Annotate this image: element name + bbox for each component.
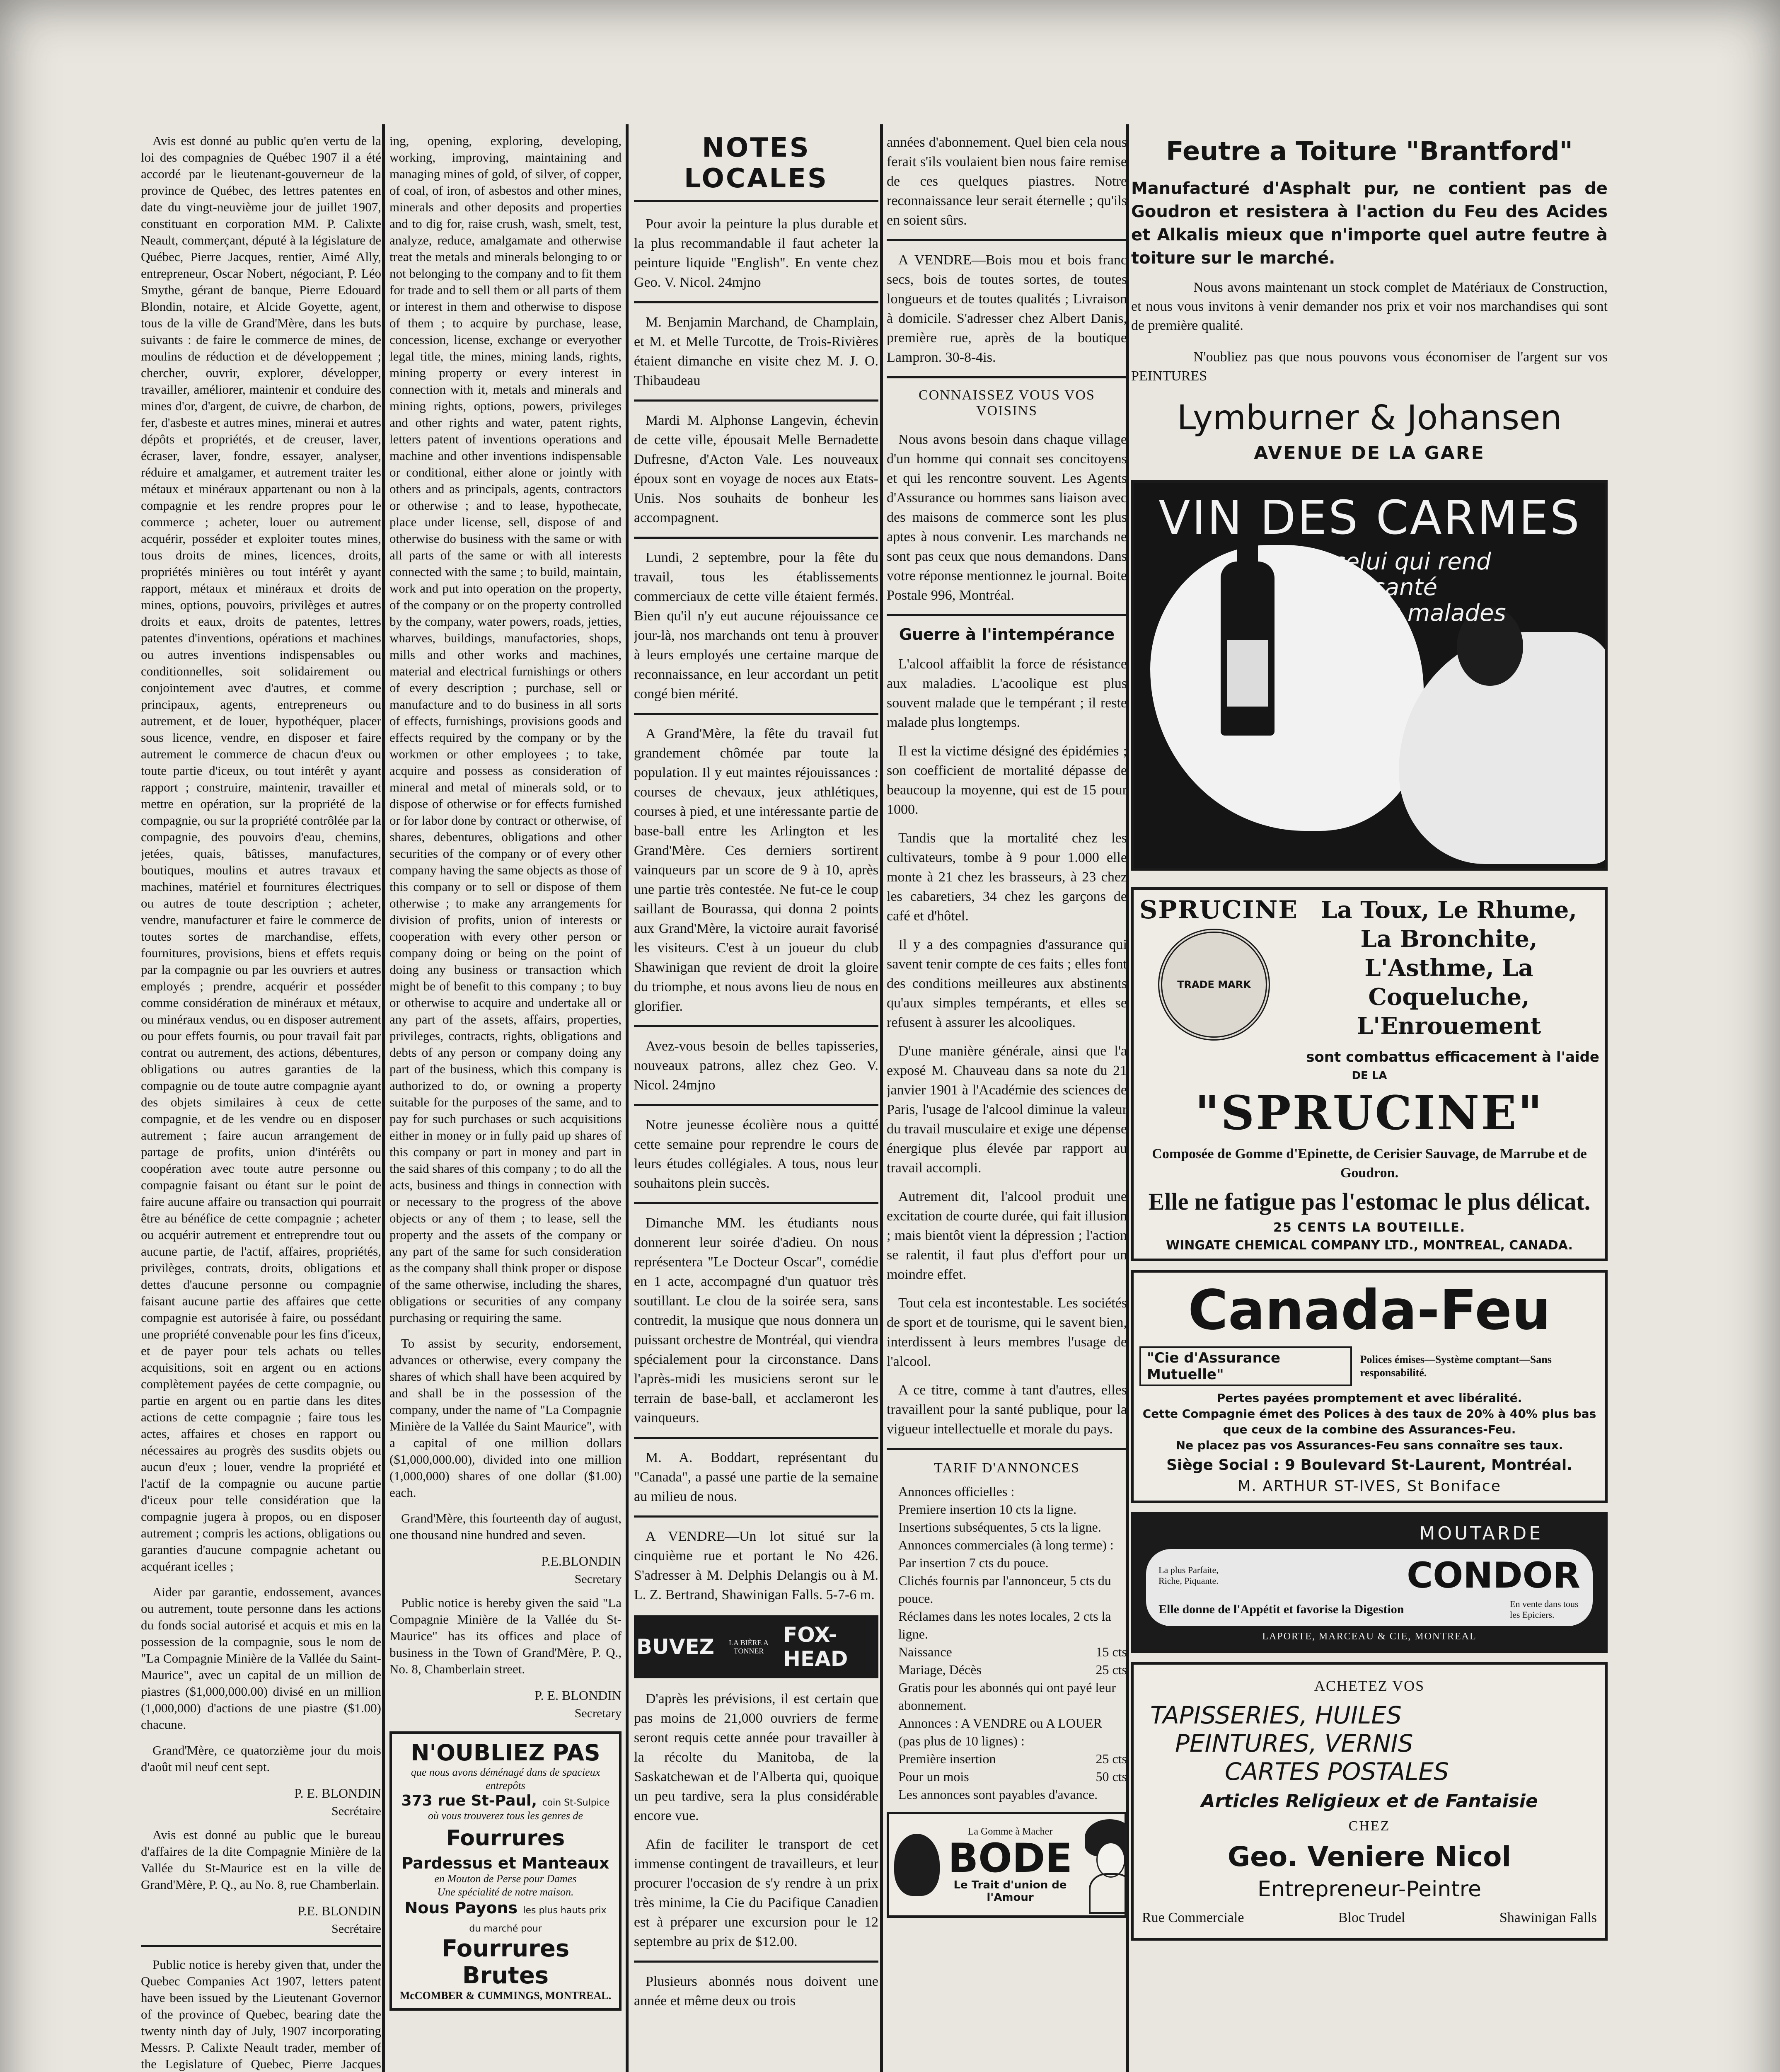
news-item: Avez-vous besoin de belles tapisseries, nouveaux patrons, allez chez Geo. V. Nicol. 24mjno <box>634 1038 878 1093</box>
legal-notice-paragraph: Grand'Mère, ce quatorzième jour du mois d'août mil neuf cent sept. <box>141 1743 381 1774</box>
sprucine-advertisement <box>1131 887 1608 1261</box>
signature-name: P.E.BLONDIN <box>541 1554 622 1569</box>
ad-line: TAPISSERIES, HUILES <box>1150 1701 1402 1729</box>
trade-mark-text: TRADE MARK <box>1177 979 1251 990</box>
ad-brand: Canada-Feu <box>1188 1278 1551 1342</box>
divider <box>887 1448 1127 1450</box>
news-item: M. Benjamin Marchand, de Champlain, et M. et Melle Turcotte, de Trois-Rivières étaient dimanche en visite chez M. J. O. Thibaudeau <box>634 315 878 388</box>
ad-tagline: Elle ne fatigue pas l'estomac le plus délicat. <box>1148 1188 1591 1215</box>
divider <box>887 376 1127 378</box>
divider <box>634 1104 878 1106</box>
ad-title: ACHETEZ VOS <box>1314 1677 1425 1694</box>
ad-text: DE LA <box>1352 1070 1387 1082</box>
legal-notice-paragraph: Avis est donné au public qu'en vertu de la loi des compagnies de Québec 1907 il a été accordé par le lieutenant-gouverneur de la province de Québec, des lettres patentes en date du vingt-neuvième jour de juillet 1907, constituant en corporation MM. P. Calixte Neault, commerçant, député à la législature de Québec, Pierre Jacques, rentier, Aimé Ally, entrepreneur, Oscar Nobert, négociant, P. Léo Smythe, gérant de banque, Pierre Edouard Blondin, notaire, et Alcide Goyette, agent, tous de la ville de Grand'Mère, dans les buts suivants : de faire le commerce de mines, de moulins de réduction et de développement ; chercher, ouvrir, explorer, développer, travailler, améliorer, maintenir et conduire des mines d'or, d'argent, de cuivre, de charbon, de fer, d'asbeste et autres mines, minerai et autres dépôts et propriétés, et de creuser, laver, écraser, laver, fondre, essayer, analyser, réduire et amalgamer, et autrement traiter les métaux et minéraux appartenant ou non à la compagnie et les rendre propres pour le commerce ; acheter, louer ou autrement acquérir, posséder et exploiter toutes mines, tous droits de mines, licences, droits, propriétés minières ou tout intérêt y ayant rapport, métaux et minéraux et droits de mines, options, pouvoirs, privilèges et autres droits et eaux, droits de patentes, lettres patentes d'inventions, opérations et machines ou autres inventions indispensables ou conditionnelles, soit solidairement ou conjointement avec d'autres, et comme principaux, agents, entrepreneurs ou autrement, et de louer, hypothéquer, placer sous licence, vendre, en disposer et faire autrement le commerce de chacun d'eux ou toute partie d'iceux, ou tout intérêt y ayant rapport ; construire, maintenir, travailler et mettre en opération, sur la propriété de la compagnie, ou sur la propriété contrôlée par la compagnie, des pouvoirs d'eau, chemins, jetées, quais, bâtisses, manufactures, boutiques, moulins et autres travaux et machines, matériel et fournitures électriques ou autres de toute description ; acheter, vendre, manufacturer et faire le commerce de toutes sortes de marchandise, effets, fournitures, provisions, biens et effets requis par la compagnie ou par les ouvriers et autres employés ; prendre, acquérir et posséder comme considération de minéraux et métaux, ou minéraux vendus, ou en disposer autrement ou pour effets fournis, ou pour travail fait par contrat ou autrement, des actions, débentures, obligations ou autres garanties de la compagnie ou de toute autre compagnie ayant des objets similaires à ceux de cette compagnie, et de les vendre ou en disposer autrement ; faire aucun arrangement de partage de profits, union d'intérêts ou coopération avec toute autre personne ou compagnie faisant ou étant sur le point de faire aucune affaire ou transaction qui pourrait être au bénéfice de cette compagnie ; acheter ou acquérir autrement et entreprendre tout ou aucune partie, de l'actif, affaires, propriétés, privilèges, contrats, droits, obligations et dettes d'aucune personne ou compagnie faisant aucune partie des affaires que cette compagnie est autorisée à faire, ou possédant une propriété convenable pour les fins d'iceux, et de payer pour tels achats ou telles acquisitions, soit en argent ou en actions complètement payées de cette compagnie, ou partie en argent ou en partie dans les dites actions de cette compagnie ; faire tous les actes, affaires et choses en rapport ou nécessaires au progrès des susdits objets ou aucun d'eux ; louer, vendre la propriété et l'actif de la compagnie ou aucune partie d'iceux pour telle considération que la compagnie jugera à propos, ou en disposer autrement ; compris les actions, obligations ou garanties d'aucune compagnie achetant ou acquérant icelles ; <box>141 133 381 1573</box>
column-rule <box>382 124 385 2072</box>
rates-line: Annonces commerciales (à long terme) : <box>898 1537 1114 1552</box>
ad-small-text: En vente dans tous les Epiciers. <box>1510 1599 1579 1620</box>
article-paragraph: D'une manière générale, ainsi que l'a exposé M. Chauveau dans sa note du 21 janvier 1901 à l'Académie des sciences de Paris, l'usage de l'alcool diminue la valeur du travail musculaire et exige une dépense énergique plus élevée par rapport au travail accompli. <box>887 1043 1127 1176</box>
rates-line: Insertions subséquentes, 5 cts la ligne. <box>898 1520 1101 1535</box>
logo-text: SPRUCINE <box>1139 896 1299 925</box>
legal-notice-paragraph: ing, opening, exploring, developing, working, improving, maintaining and managing mines of gold, of silver, of copper, of coal, of iron, of asbestos and other mines, minerals and other deposits and properties and to dig for, raise crush, wash, smelt, test, analyze, reduce, amalgamate and otherwise treat the metals and minerals belonging to or not belonging to the company and to fit them for trade and to sell them or all parts of them or interest in them and otherwise to dispose of them ; to acquire by purchase, lease, concession, license, exchange or everyother legal title, the mines, mining lands, rights, mining property or every interest in connection with it, metals and minerals and mining rights, options, powers, privileges and other rights and water, patent rights, letters patent of inventions operations and machine and other inventions indispensable or conditional, either alone or jointly with others and as principals, agents, contractors or otherwise ; and to lease, hypothecate, place under license, sell, dispose of and otherwise do business with the same or with all parts of the same or with all interests connected with the same ; to build, maintain, work and put into operation on the property, of the company or on the property controlled by the company, water powers, roads, jetties, wharves, buildings, manufactories, shops, mills and other works and machines, material and electrical furnishings or others of every description ; purchase, sell or manufacture and to do business in all sorts of effects, furnishings, provisions goods and effects required by the company or by the workmen or other employees ; to take, acquire and possess as consideration of mineral and metal of minerals sold, or to dispose of otherwise or for effects furnished or for labor done by contract or otherwise, of shares, debentures, obligations and other securities of the company or of every other company having the same objects as those of this company or to sell or dispose of them otherwise ; to make any arrangements for division of profits, union of interests or cooperation with every other person or company doing or being on the point of doing any business or transaction which might be of benefit to this company ; to buy or otherwise to acquire and undertake all or any part of the assets, affairs, properties, privileges, contracts, rights, obligations and debts of any person or company doing any part of the business, which this company is authorized to do, or owning a property suitable for the purposes of the same, and to pay for such purchases or such acquisitions either in money or in fully paid up shares of this company or part in money and part in the said shares of this company ; to do all the acts, business and things in connection with or necessary to the progress of the above objects or any of them ; to lease, sell the property and the assets of the company or any part of the same for such consideration as the company shall think proper or dispose of the same otherwise, including the shares, obligations or securities of any company purchasing or requiring the same. <box>389 133 622 1325</box>
ad-word: BUVEZ <box>636 1635 714 1659</box>
ad-subtitle: Entrepreneur-Peintre <box>1258 1877 1481 1902</box>
news-item: A Grand'Mère, la fête du travail fut grandement chômée par toute la population. Il y eut maintes réjouissances : courses de chevaux, jeux athlétiques, courses à pied, et une intéressante partie de base-ball entre les Arlington et les Grand'Mère. Ces derniers sortirent vainqueurs par un score de 9 à 10, après une partie très contestée. Ne fut-ce le coup saillant de Bourassa, qui donna 2 points aux Grand'Mère, la victoire aurait favorisé les visiteurs. C'est à un joueur du club Shawinigan que revient de droit la gloire du triomphe, et nous avons lieu de nous en glorifier. <box>634 726 878 1014</box>
column-3 <box>634 133 878 2072</box>
article-paragraph: Tout cela est incontestable. Les sociétés de sport et de tourisme, qui le savent bien, interdissent à leurs membres l'usage de l'alcool. <box>887 1295 1127 1369</box>
section-heading: CONNAISSEZ VOUS VOS VOISINS <box>919 387 1095 419</box>
divider <box>634 1961 878 1963</box>
ad-tagline: celui qui rend la santé aux malades <box>1333 548 1506 627</box>
divider <box>887 614 1127 616</box>
rates-line: Annonces : A VENDRE ou A LOUER (pas plus de 10 lignes) : <box>898 1716 1102 1748</box>
sprucine-logo <box>1139 896 1299 1045</box>
ad-brand: BODE <box>948 1835 1073 1881</box>
article-paragraph: Autrement dit, l'alcool produit une excitation de courte durée, qui fait illusion ; mais bientôt vient la dépression ; l'action se ralentit, il faut plus d'effort pour un moindre effet. <box>887 1189 1127 1282</box>
divider <box>634 399 878 402</box>
rates-row: Mariage, Décès 25 cts <box>898 1662 1127 1677</box>
news-item: années d'abonnement. Quel bien cela nous ferait s'ils voulaient bien nous faire remise de ces quelques piastres. Notre reconnaissance leur serait éternelle ; qu'ils en soient sûrs. <box>887 135 1127 228</box>
ailments-list: La Toux, Le Rhume, La Bronchite, L'Asthme, La Coqueluche, L'Enrouement <box>1321 896 1577 1040</box>
rates-row: Naissance 15 cts <box>898 1644 1127 1659</box>
signature-name: P. E. BLONDIN <box>294 1786 381 1801</box>
ad-title: N'OUBLIEZ PAS <box>411 1740 600 1766</box>
rates-line: Annonces officielles : <box>898 1484 1015 1499</box>
ad-tagline: Le Trait d'union de l'Amour <box>953 1879 1067 1904</box>
divider <box>634 713 878 715</box>
divider <box>634 537 878 539</box>
news-item: Dimanche MM. les étudiants nous donnerent leur soirée d'adieu. On nous représentera "Le Docteur Oscar", comédie en 1 acte, accompagné d'un quatuor très soutillant. Le clou de la soirée sera, sans contredit, la musique que nous donnera un puissant orchestre de Montréal, qui viendra spécialement pour la circonstance. Dans l'après-midi les musiciens seront sur le terrain de base-ball, et acclameront les vainqueurs. <box>634 1215 878 1426</box>
ad-brand: CONDOR <box>1407 1555 1580 1596</box>
news-item: Lundi, 2 septembre, pour la fête du travail, tous les établissements commerciaux de cette ville étaient fermés. Bien qu'il n'y eut aucune réjouissance ce jour-là, nos marchands ont tenu à prouver à leurs employés une certaine marque de reconnaissance, en leur accordant un petit congé bien mérité. <box>634 550 878 702</box>
ad-headline: Fourrures <box>446 1826 565 1851</box>
bottle-label-illustration <box>1227 640 1268 707</box>
ad-text: Elle donne de l'Appétit et favorise la Digestion <box>1158 1602 1404 1616</box>
ad-title: Feutre a Toiture "Brantford" <box>1166 136 1573 166</box>
ad-address: 373 rue St-Paul, coin St-Sulpice <box>401 1792 610 1809</box>
ad-body <box>948 1826 1072 1904</box>
ad-firm: Geo. Veniere Nicol <box>1227 1841 1512 1873</box>
signature-name: P. E. BLONDIN <box>534 1688 622 1703</box>
ad-subtitle: "Cie d'Assurance Mutuelle" <box>1139 1346 1352 1386</box>
article-paragraph: Il y a des compagnies d'assurance qui savent tenir compte de ces faits ; elles font des conditions meilleures aux abstinents qu'aux simples tempérants, et elles se refusent à assurer les alcooliques. <box>887 937 1127 1030</box>
signature-role: Secretary <box>574 1706 622 1720</box>
divider <box>634 1202 878 1204</box>
news-item: Afin de faciliter le transport de cet immense contingent de travailleurs, et leur procurer l'occasion de s'y rendre à un prix très minime, la Cie du Pacifique Canadien est à préparer une excursion pour le 12 septembre au prix de $12.00. <box>634 1837 878 1949</box>
ad-small-text: La Gomme à Macher <box>967 1826 1053 1837</box>
ad-text: Nous avons maintenant un stock complet de Matériaux de Construction, et nous vous invitons à venir demander nos prix et voir nos marchandises qui sont de première qualité. <box>1131 280 1608 333</box>
trade-mark-seal-icon <box>1158 929 1270 1041</box>
bode-gum-advertisement <box>887 1812 1127 1918</box>
legal-notice-paragraph: Avis est donné au public que le bureau d'affaires de la dite Compagnie Minière de la Vallée du St-Maurice est en la ville de Grand'Mère, P. Q., au No. 8, rue Chamberlain. <box>141 1828 381 1892</box>
legal-notice-paragraph: Aider par garantie, endossement, avances ou autrement, toute personne dans les actions du fonds social autorisé et acquis et mis en la possession de la compagnie, sous le nom de "La Compagnie Minière de la Vallée du Saint-Maurice", avec un capital de un million de piastres ($1,000,000.00) divisé en un million (1,000,000) d'actions de une piastre ($1.00) chacune. <box>141 1585 381 1732</box>
signature-name: P.E. BLONDIN <box>297 1903 381 1918</box>
ad-line: CARTES POSTALES <box>1225 1757 1449 1786</box>
news-item: Pour avoir la peinture la plus durable et la plus recommandable il faut acheter la peinture liquide "English". En vente chez Geo. V. Nicol. 24mjno <box>634 216 878 290</box>
lady-portrait-illustration <box>1081 1819 1127 1910</box>
cherub-illustration <box>894 1834 940 1896</box>
ad-address: AVENUE DE LA GARE <box>1254 443 1485 464</box>
news-item: Plusieurs abonnés nous doivent une année et même deux ou trois <box>634 1974 878 2009</box>
divider <box>634 1025 878 1027</box>
news-item: M. A. Boddart, représentant du "Canada", a passé une partie de la semaine au milieu de nous. <box>634 1450 878 1504</box>
rates-line: Par insertion 7 cts du pouce. <box>898 1555 1049 1570</box>
ad-text: Pertes payées promptement et avec libéralité. Cette Compagnie émet des Polices à des taux de 20% à 40% plus bas que ceux de la combine des Assurances-Feu. Ne placez pas vos Assurances-Feu sans connaître ses taux. <box>1142 1391 1596 1452</box>
rates-line: Clichés fournis par l'annonceur, 5 cts du pouce. <box>898 1573 1111 1606</box>
article-paragraph: Tandis que la mortalité chez les cultivateurs, tombe à 9 pour 1.000 elle monte à 21 chez les brasseurs, à 23 chez les cabaretiers, 34 chez les garçons de café et d'hôtel. <box>887 830 1127 924</box>
news-item: A VENDRE—Bois mou et bois franc secs, bois de toutes sortes, de toutes longueurs et de toutes qualités ; Livraison à domicile. S'adresser chez Albert Danis, première rue, après de la boutique Lampron. 30-8-4is. <box>887 252 1127 365</box>
rates-row: Première insertion 25 cts <box>898 1751 1127 1766</box>
ad-text: N'oubliez pas que nous pouvons vous économiser de l'argent sur vos PEINTURES <box>1131 349 1608 384</box>
ad-text: Une spécialité de notre maison. <box>437 1886 574 1898</box>
news-item: D'après les prévisions, il est certain que pas moins de 21,000 ouvriers de ferme seront requis cette année pour travailler à la récolte du Manitoba, de la Saskatchewan et de l'Alberta qui, quoique un peu tardive, sera la plus considérable encore vue. <box>634 1691 878 1823</box>
rates-line: Réclames dans les notes locales, 2 cts la ligne. <box>898 1609 1111 1641</box>
ad-small-text: LA BIÈRE A TONNER <box>728 1639 769 1655</box>
signature-role: Secrétaire <box>331 1804 381 1818</box>
signature-role: Secrétaire <box>331 1922 381 1936</box>
ad-top <box>1139 896 1599 1045</box>
signature-role: Secretary <box>574 1572 622 1586</box>
legal-notice-paragraph: To assist by security, endorsement, advances or otherwise, every company the shares of which shall have been acquired by and shall be in the possession of the company, under the name of "La Compagnie Minière de la Vallée du Saint Maurice", with a capital of one million dollars ($1,000,000.00), divided into one million (1,000,000) shares of one dollar ($1.00) each. <box>389 1336 622 1500</box>
column-4 <box>887 133 1127 2072</box>
ad-text: sont combattus efficacement à l'aide <box>1306 1049 1599 1065</box>
column-rule <box>880 124 883 2072</box>
ad-headline: Fourrures Brutes <box>441 1935 570 1989</box>
divider <box>634 1437 878 1439</box>
ad-agent: M. ARTHUR ST-IVES, St Boniface <box>1238 1478 1501 1495</box>
rates-line: Les annonces sont payables d'avance. <box>898 1787 1098 1802</box>
divider <box>141 1945 381 1947</box>
article-paragraph: Il est la victime désigné des épidémies ; son coefficient de mortalité dépasse de beaucoup la moyenne, qui est de 15 pour 1000. <box>887 743 1127 817</box>
rates-line: Gratis pour les abonnés qui ont payé leur abonnement. <box>898 1680 1116 1713</box>
vin-des-carmes-advertisement <box>1131 480 1608 871</box>
article-paragraph: A ce titre, comme à tant d'autres, elles travaillent pour la santé publique, pour la vigueur intellectuelle et morale du pays. <box>887 1382 1127 1437</box>
rates-row: Pour un mois 50 cts <box>898 1769 1127 1784</box>
ad-firm: McCOMBER & CUMMINGS, MONTREAL. <box>399 1990 612 2002</box>
ad-small-text: Polices émises—Système comptant—Sans responsabilité. <box>1360 1353 1552 1379</box>
legal-notice-paragraph: Public notice is hereby given that, under the Quebec Companies Act 1907, letters patent have been issued by the Lieutenant Governor of the province of Quebec, bearing date the twenty ninth day of July, 1907 incorporating Messrs. P. Calixte Neault trader, member of the Legislature of Quebec, Pierre Jacques <box>141 1957 381 2071</box>
column-2 <box>389 133 622 2072</box>
ad-small-text: La plus Parfaite, Riche, Piquante. <box>1158 1565 1219 1586</box>
ad-brand: FOX-HEAD <box>783 1623 848 1671</box>
brantford-roofing-advertisement <box>1131 136 1608 464</box>
divider <box>887 239 1127 241</box>
divider <box>634 1515 878 1518</box>
ad-brand: "SPRUCINE" <box>1195 1086 1544 1140</box>
ad-text: Manufacturé d'Asphalt pur, ne contient pas de Goudron et resistera à l'action du Feu des Acides et Alkalis mieux que n'importe quel autre feutre à toiture sur le marché. <box>1131 179 1608 268</box>
section-heading: Guerre à l'intempérance <box>899 625 1115 644</box>
ad-text: CHEZ <box>1348 1818 1391 1834</box>
fur-store-advertisement <box>389 1731 622 2011</box>
column-rule <box>626 124 629 2072</box>
ad-brand: VIN DES CARMES <box>1158 491 1581 545</box>
condor-mustard-advertisement <box>1131 1512 1608 1653</box>
fox-head-beer-advertisement <box>634 1615 878 1678</box>
ad-address: Rue Commerciale Bloc Trudel Shawinigan Falls <box>1142 1910 1597 1925</box>
ad-firm: WINGATE CHEMICAL COMPANY LTD., MONTREAL, CANADA. <box>1166 1238 1573 1253</box>
ad-text: où vous trouverez tous les genres de <box>428 1810 583 1822</box>
advertising-rates <box>887 1459 1127 1803</box>
ad-line: Articles Religieux et de Fantaisie <box>1201 1791 1538 1812</box>
news-item: Notre jeunesse écolière nous a quitté cette semaine pour reprendre le cours de leurs études collégiales. A tous, nous leur souhaitons plein succès. <box>634 1117 878 1191</box>
ad-row <box>1139 1346 1599 1386</box>
ad-banner <box>1146 1549 1593 1626</box>
ad-line: PEINTURES, VERNIS <box>1175 1729 1413 1757</box>
article-paragraph: L'alcool affaiblit la force de résistance aux maladies. L'acoolique est plus souvent malade que le tempérant ; il reste malade plus longtemps. <box>887 656 1127 730</box>
column-1 <box>141 133 381 2072</box>
ad-firm: LAPORTE, MARCEAU & CIE, MONTREAL <box>1262 1631 1477 1642</box>
canada-feu-advertisement <box>1131 1270 1608 1503</box>
ad-subheadline: Pardessus et Manteaux <box>401 1854 609 1872</box>
legal-notice-paragraph: Grand'Mère, this fourteenth day of august, one thousand nine hundred and seven. <box>389 1511 622 1542</box>
ad-price: 25 CENTS LA BOUTEILLE. <box>1273 1220 1466 1235</box>
legal-notice-paragraph: Public notice is hereby given the said "La Compagnie Minière de la Vallée du St-Maurice" has its offices and place of business in the Town of Grand'Mère, P. Q., No. 8, Chamberlain street. <box>389 1595 622 1676</box>
ad-text: que nous avons déménagé dans de spacieux entrepôts <box>411 1766 600 1791</box>
ad-text: Composée de Gomme d'Epinette, de Cerisier Sauvage, de Marrube et de Goudron. <box>1152 1146 1587 1181</box>
news-item: A VENDRE—Un lot situé sur la cinquième rue et portant le No 426. S'adresser à M. Delphis Delangis ou à M. L. Z. Bertrand, Shawinigan Falls. 5-7-6 m. <box>634 1529 878 1602</box>
news-item: Nous avons besoin dans chaque village d'un homme qui connait ses concitoyens et qui les rencontre souvent. Les Agents d'Assurance ou hommes sans liaison avec des maisons de commerce sont les plus aptes à nous convenir. Les marchands ne sont pas ceux que nous demandons. Dans votre réponse mentionnez le journal. Boite Postale 996, Montréal. <box>887 432 1127 603</box>
ad-subheadline: Nous Payons les plus hauts prix du marché pour <box>404 1899 607 1934</box>
ad-text: en Mouton de Perse pour Dames <box>434 1873 577 1885</box>
section-heading: NOTES LOCALES <box>634 133 878 202</box>
column-5-advertisements <box>1131 133 1608 2072</box>
rates-title: TARIF D'ANNONCES <box>934 1460 1080 1476</box>
news-item: Mardi M. Alphonse Langevin, échevin de cette ville, épousait Melle Bernadette Dufresne, d'Acton Vale. Les nouveaux époux sont en voyage de noces aux Etats-Unis. Nos souhaits de bonheur les accompagnent. <box>634 413 878 525</box>
ad-title: MOUTARDE <box>1419 1523 1543 1544</box>
ad-firm: Lymburner & Johansen <box>1177 398 1562 438</box>
ad-address: Siège Social : 9 Boulevard St-Laurent, Montréal. <box>1166 1457 1572 1474</box>
nicol-painter-advertisement <box>1131 1662 1608 1941</box>
divider <box>634 301 878 303</box>
rates-line: Premiere insertion 10 cts la ligne. <box>898 1502 1077 1517</box>
